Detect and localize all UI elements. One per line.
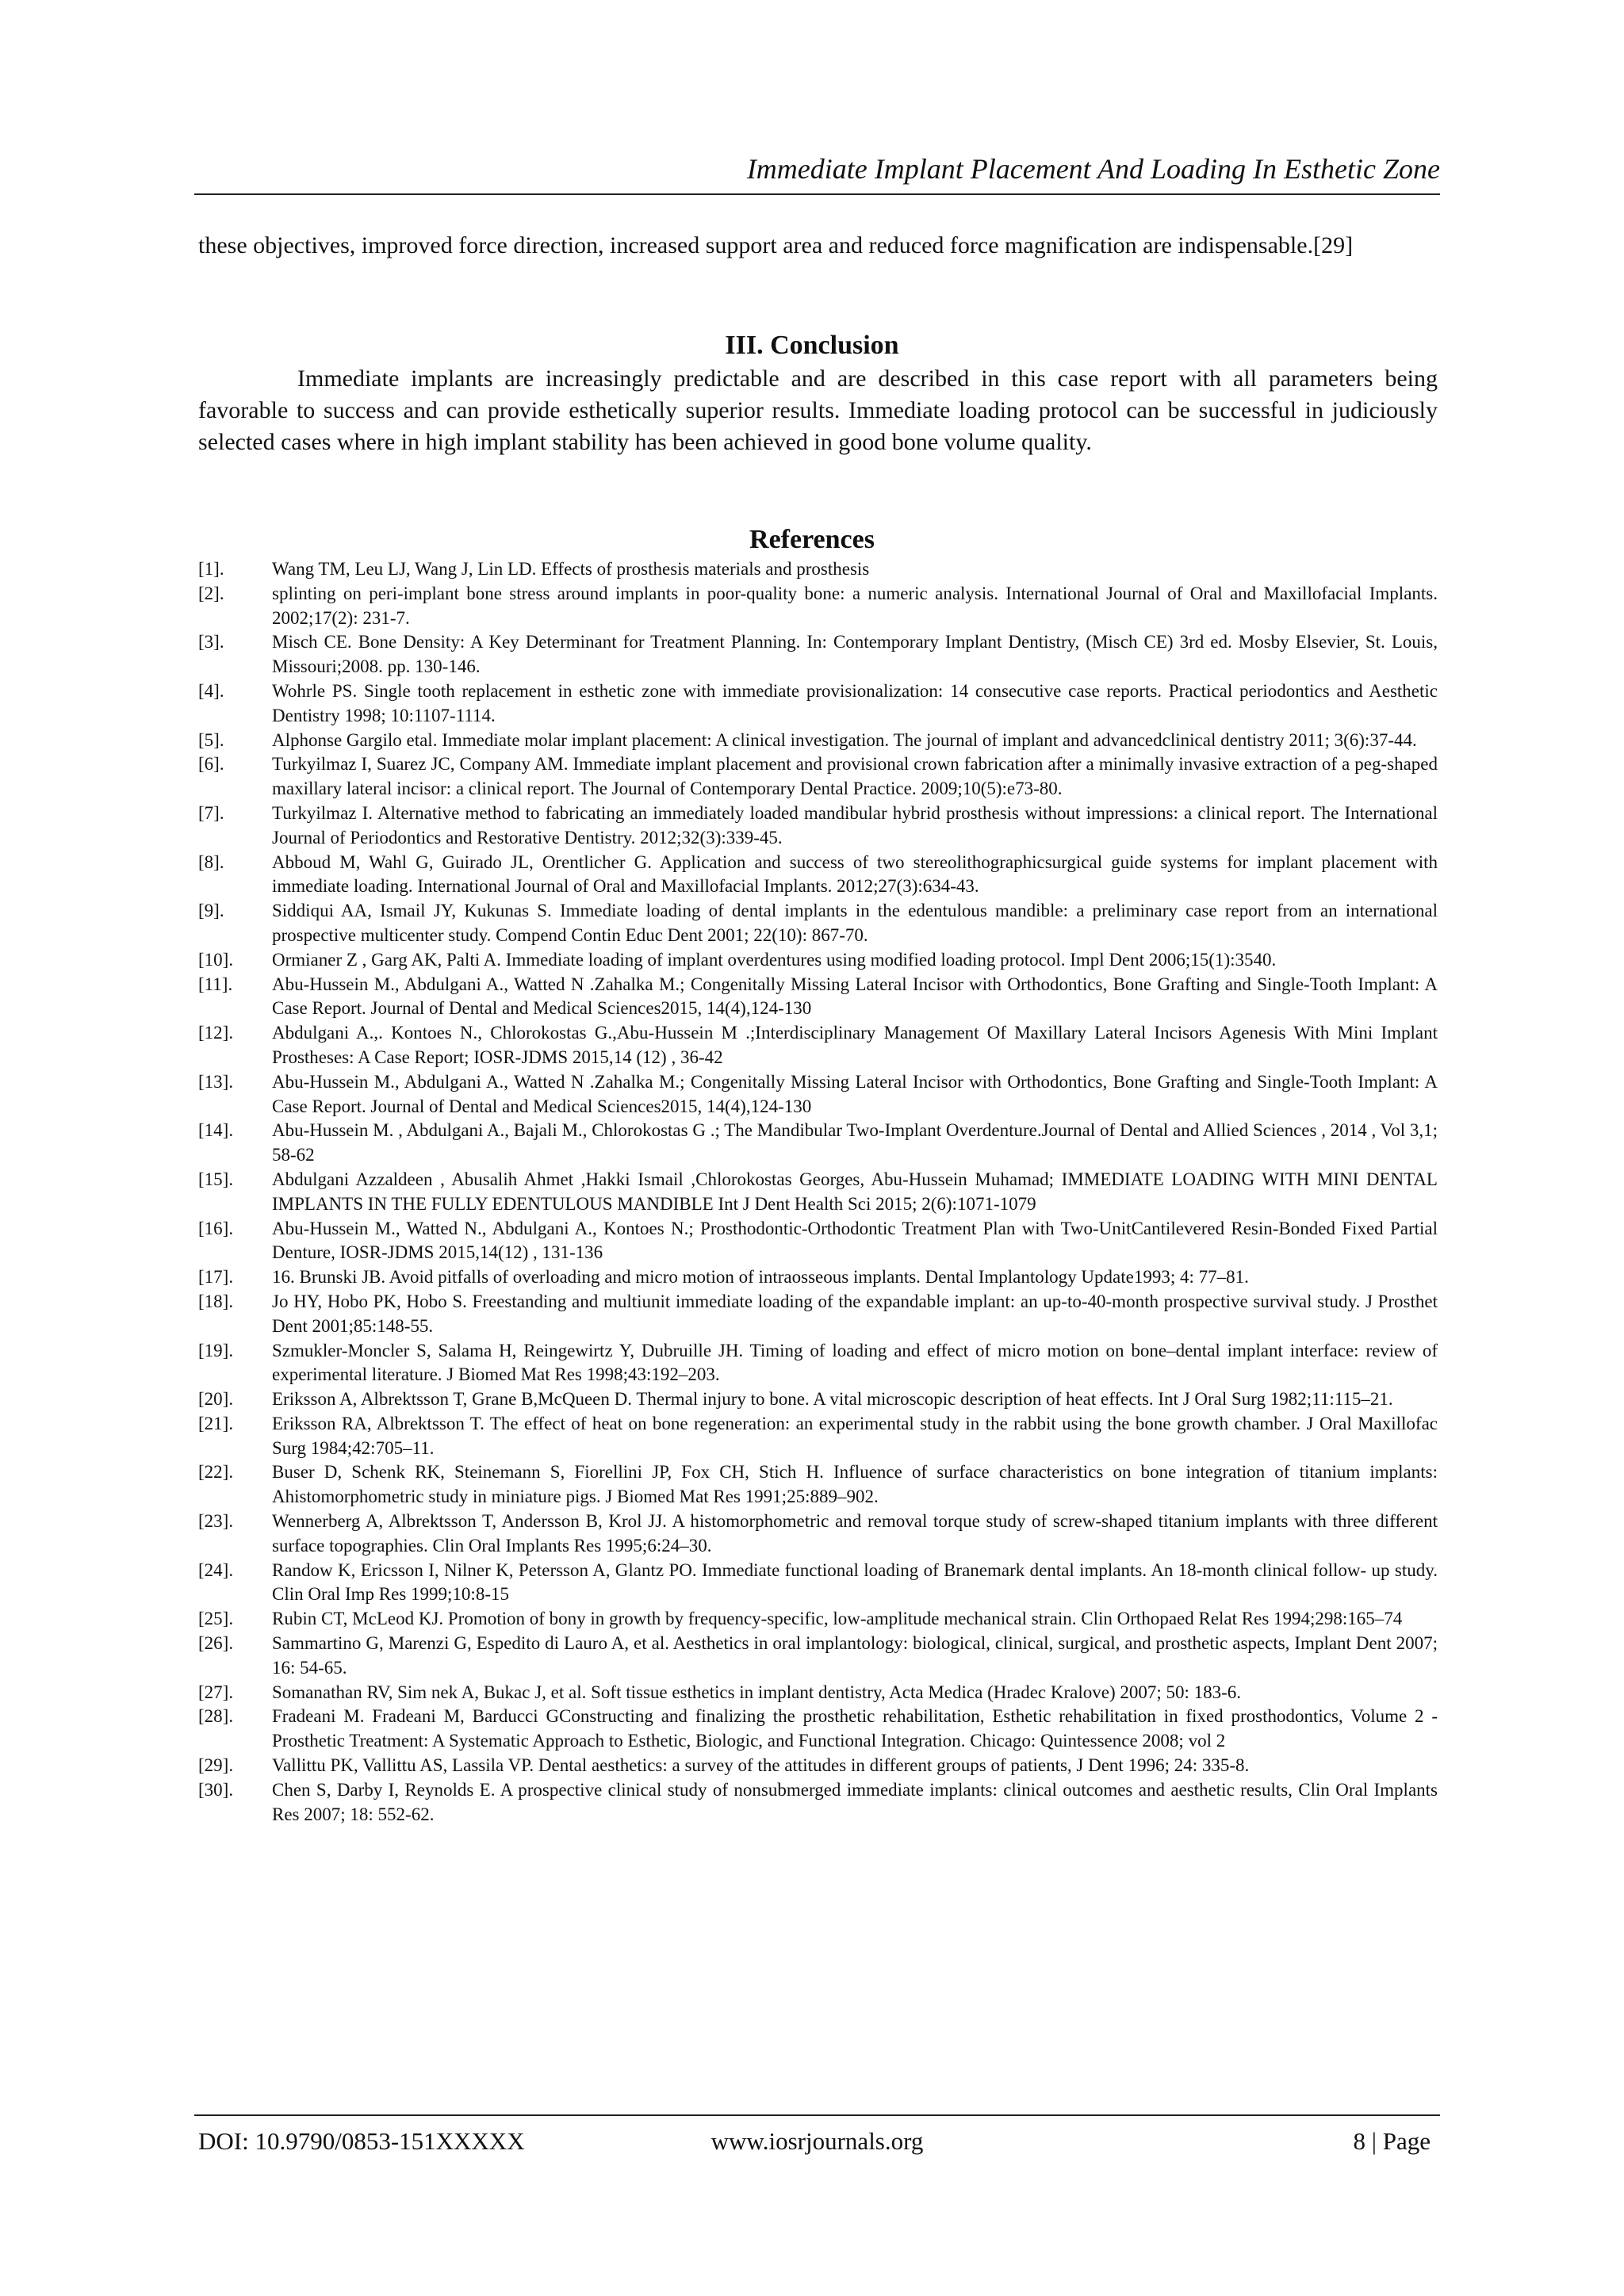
reference-number: [28].: [198, 1706, 234, 1727]
reference-item: [198, 1021, 1438, 1070]
intro-paragraph: these objectives, improved force direction, increased support area and reduced force magnification are indispensable.[29]: [198, 232, 1354, 258]
reference-text: Sammartino G, Marenzi G, Espedito di Lauro A, et al. Aesthetics in oral implantology: biological, clinical, surgical, and prosthetic aspects, Implant Dent 2007; 16: 54-65.: [272, 1633, 1438, 1678]
reference-item: [198, 1754, 1438, 1778]
reference-number: [2].: [198, 583, 224, 603]
conclusion-paragraph: Immediate implants are increasingly predictable and are described in this case report with all parameters being favorable to success and can provide esthetically superior results. Immediate loading protocol can be successful in judiciously selected cases where in high implant stability has been achieved in good bone volume quality.: [198, 365, 1438, 455]
reference-item: [198, 1290, 1438, 1339]
reference-text: Siddiqui AA, Ismail JY, Kukunas S. Immediate loading of dental implants in the edentulous mandible: a preliminary case report from an international prospective multicenter study. Compend Contin Educ Dent 2001; 22(10): 867-70.: [272, 901, 1438, 945]
reference-text: Rubin CT, McLeod KJ. Promotion of bony in growth by frequency-specific, low-amplitude mechanical strain. Clin Orthopaed Relat Res 1994;298:165–74: [272, 1609, 1403, 1629]
reference-text: Buser D, Schenk RK, Steinemann S, Fiorellini JP, Fox CH, Stich H. Influence of surface characteristics on bone integration of titanium implants: Ahistomorphometric study in miniature pigs. J Biomed Mat Res 1991;25:889–902.: [272, 1462, 1438, 1507]
reference-item: [198, 1070, 1438, 1119]
reference-text: Wennerberg A, Albrektsson T, Andersson B, Krol JJ. A histomorphometric and removal torque study of screw-shaped titanium implants with three different surface topographies. Clin Oral Implants Res 1995;6:24–30.: [272, 1511, 1438, 1556]
reference-item: [198, 1681, 1438, 1705]
reference-item: [198, 1705, 1438, 1754]
reference-item: [198, 1607, 1438, 1632]
reference-item: [198, 1339, 1438, 1388]
reference-item: [198, 1265, 1438, 1290]
reference-text: splinting on peri-implant bone stress around implants in poor-quality bone: a numeric analysis. International Journal of Oral and Maxillofacial Implants. 2002;17(2): 231-7.: [272, 583, 1438, 628]
reference-number: [24].: [198, 1559, 234, 1580]
reference-item: [198, 851, 1438, 900]
reference-text: Abdulgani Azzaldeen , Abusalih Ahmet ,Hakki Ismail ,Chlorokostas Georges, Abu-Hussein Muhamad; IMMEDIATE LOADING WITH MINI DENTAL IMPLANTS IN THE FULLY EDENTULOUS MANDIBLE Int J Dent Health Sci 2015; 2(6):1071-1079: [272, 1169, 1438, 1214]
reference-item: [198, 1168, 1438, 1217]
reference-item: [198, 557, 1438, 582]
reference-text: Ormianer Z , Garg AK, Palti A. Immediate loading of implant overdentures using modified loading protocol. Impl Dent 2006;15(1):3540.: [272, 949, 1277, 970]
reference-text: Somanathan RV, Sim nek A, Bukac J, et al. Soft tissue esthetics in implant dentistry, Acta Medica (Hradec Kralove) 2007; 50: 183-6.: [272, 1682, 1242, 1702]
reference-text: Alphonse Gargilo etal. Immediate molar implant placement: A clinical investigation. The journal of implant and advancedclinical dentistry 2011; 3(6):37-44.: [272, 729, 1417, 750]
reference-item: [198, 1412, 1438, 1461]
reference-item: [198, 582, 1438, 631]
reference-text: Fradeani M. Fradeani M, Barducci GConstructing and finalizing the prosthetic rehabilitation, Esthetic rehabilitation in fixed prosthodontics, Volume 2 - Prosthetic Treatment: A Systematic Approach to Esthetic, Biologic, and Functional Integration. Chicago: Quintessence 2008; vol 2: [272, 1706, 1438, 1751]
reference-number: [21].: [198, 1413, 234, 1433]
reference-number: [16].: [198, 1218, 234, 1238]
reference-item: [198, 973, 1438, 1022]
reference-number: [4].: [198, 680, 224, 701]
reference-text: Chen S, Darby I, Reynolds E. A prospective clinical study of nonsubmerged immediate implants: clinical outcomes and aesthetic results, Clin Oral Implants Res 2007; 18: 552-62.: [272, 1779, 1438, 1824]
reference-number: [15].: [198, 1169, 234, 1189]
reference-text: Abu-Hussein M., Abdulgani A., Watted N .Zahalka M.; Congenitally Missing Lateral Incisor with Orthodontics, Bone Grafting and Single-Tooth Implant: A Case Report. Journal of Dental and Medical Sciences2015, 14(4),124-130: [272, 1071, 1438, 1116]
reference-text: Wohrle PS. Single tooth replacement in esthetic zone with immediate provisionalization: 14 consecutive case reports. Practical periodontics and Aesthetic Dentistry 1998; 10:1107-1114.: [272, 680, 1438, 725]
reference-number: [29].: [198, 1755, 234, 1776]
reference-number: [18].: [198, 1291, 234, 1311]
reference-number: [17].: [198, 1267, 234, 1288]
reference-text: Misch CE. Bone Density: A Key Determinant for Treatment Planning. In: Contemporary Implant Dentistry, (Misch CE) 3rd ed. Mosby Elsevier, St. Louis, Missouri;2008. pp. 130-146.: [272, 632, 1438, 677]
reference-item: [198, 802, 1438, 851]
reference-text: Eriksson A, Albrektsson T, Grane B,McQueen D. Thermal injury to bone. A vital microscopic description of heat effects. Int J Oral Surg 1982;11:115–21.: [272, 1389, 1393, 1410]
reference-item: [198, 1559, 1438, 1608]
reference-number: [13].: [198, 1071, 234, 1092]
reference-number: [23].: [198, 1511, 234, 1532]
references-heading: References: [749, 525, 875, 554]
reference-item: [198, 679, 1438, 729]
reference-number: [10].: [198, 949, 234, 970]
reference-number: [19].: [198, 1340, 234, 1360]
reference-item: [198, 630, 1438, 679]
reference-text: Vallittu PK, Vallittu AS, Lassila VP. Dental aesthetics: a survey of the attitudes in different groups of patients, J Dent 1996; 24: 335-8.: [272, 1755, 1250, 1776]
reference-text: Turkyilmaz I, Suarez JC, Company AM. Immediate implant placement and provisional crown fabrication after a minimally invasive extraction of a peg-shaped maxillary lateral incisor: a clinical report. The Journal of Contemporary Dental Practice. 2009;10(5):e73-80.: [272, 754, 1438, 799]
reference-text: Wang TM, Leu LJ, Wang J, Lin LD. Effects of prosthesis materials and prosthesis: [272, 559, 870, 579]
reference-text: Turkyilmaz I. Alternative method to fabricating an immediately loaded mandibular hybrid prosthesis without impressions: a clinical report. The International Journal of Periodontics and Restorative Dentistry. 2012;32(3):339-45.: [272, 802, 1438, 848]
reference-text: Jo HY, Hobo PK, Hobo S. Freestanding and multiunit immediate loading of the expandable implant: an up-to-40-month prospective survival study. J Prosthet Dent 2001;85:148-55.: [272, 1291, 1438, 1336]
page-header: [194, 151, 1440, 195]
reference-number: [20].: [198, 1389, 234, 1410]
reference-text: Abboud M, Wahl G, Guirado JL, Orentlicher G. Application and success of two stereolithographicsurgical guide systems for implant placement with immediate loading. International Journal of Oral and Maxillofacial Implants. 2012;27(3):634-43.: [272, 851, 1438, 897]
reference-number: [30].: [198, 1779, 234, 1800]
reference-text: Abu-Hussein M., Abdulgani A., Watted N .Zahalka M.; Congenitally Missing Lateral Incisor with Orthodontics, Bone Grafting and Single-Tooth Implant: A Case Report. Journal of Dental and Medical Sciences2015, 14(4),124-130: [272, 974, 1438, 1019]
reference-number: [12].: [198, 1023, 234, 1043]
reference-number: [8].: [198, 851, 224, 872]
reference-number: [3].: [198, 632, 224, 652]
reference-item: [198, 1387, 1438, 1412]
reference-number: [14].: [198, 1120, 234, 1141]
reference-number: [26].: [198, 1633, 234, 1654]
reference-number: [11].: [198, 974, 233, 994]
reference-text: 16. Brunski JB. Avoid pitfalls of overloading and micro motion of intraosseous implants. Dental Implantology Update1993; 4: 77–81.: [272, 1267, 1249, 1288]
reference-number: [27].: [198, 1682, 234, 1702]
reference-text: Eriksson RA, Albrektsson T. The effect of heat on bone regeneration: an experimental study in the rabbit using the bone growth chamber. J Oral Maxillofac Surg 1984;42:705–11.: [272, 1413, 1438, 1458]
reference-text: Randow K, Ericsson I, Nilner K, Petersson A, Glantz PO. Immediate functional loading of Branemark dental implants. An 18-month clinical follow- up study. Clin Oral Imp Res 1999;10:8-15: [272, 1559, 1438, 1605]
references-list: [198, 557, 1438, 1827]
reference-number: [5].: [198, 729, 224, 750]
reference-item: [198, 1510, 1438, 1559]
reference-text: Szmukler-Moncler S, Salama H, Reingewirtz Y, Dubruille JH. Timing of loading and effect of micro motion on bone–dental implant interface: review of experimental literature. J Biomed Mat Res 1998;43:192–203.: [272, 1340, 1438, 1385]
reference-number: [25].: [198, 1609, 234, 1629]
reference-item: [198, 1217, 1438, 1266]
footer-website: www.iosrjournals.org: [710, 2127, 924, 2155]
reference-item: [198, 899, 1438, 948]
reference-number: [22].: [198, 1462, 234, 1483]
reference-text: Abu-Hussein M. , Abdulgani A., Bajali M., Chlorokostas G .; The Mandibular Two-Implant Overdenture.Journal of Dental and Allied Sciences , 2014 , Vol 3,1; 58-62: [272, 1120, 1438, 1165]
conclusion-heading: III. Conclusion: [725, 331, 899, 360]
reference-item: [198, 1460, 1438, 1510]
running-title: Immediate Implant Placement And Loading In Esthetic Zone: [746, 153, 1440, 185]
reference-item: [198, 1119, 1438, 1168]
footer-doi: DOI: 10.9790/0853-151XXXXX: [198, 2127, 525, 2155]
reference-number: [9].: [198, 901, 224, 921]
reference-number: [1].: [198, 559, 224, 579]
reference-number: [6].: [198, 754, 224, 775]
reference-item: [198, 1778, 1438, 1827]
reference-text: Abdulgani A.,. Kontoes N., Chlorokostas G.,Abu-Hussein M .;Interdisciplinary Management Of Maxillary Lateral Incisors Agenesis With Mini Implant Prostheses: A Case Report; IOSR-JDMS 2015,14 (12) , 36-42: [272, 1023, 1438, 1067]
footer-page-number: 8 | Page: [1353, 2127, 1431, 2155]
reference-number: [7].: [198, 802, 224, 823]
reference-item: [198, 1632, 1438, 1681]
reference-item: [198, 729, 1438, 753]
reference-item: [198, 752, 1438, 802]
reference-item: [198, 948, 1438, 973]
reference-text: Abu-Hussein M., Watted N., Abdulgani A., Kontoes N.; Prosthodontic-Orthodontic Treatment Plan with Two-UnitCantilevered Resin-Bonded Fixed Partial Denture, IOSR-JDMS 2015,14(12) , 131-136: [272, 1218, 1438, 1263]
page-footer: [194, 2114, 1440, 2160]
